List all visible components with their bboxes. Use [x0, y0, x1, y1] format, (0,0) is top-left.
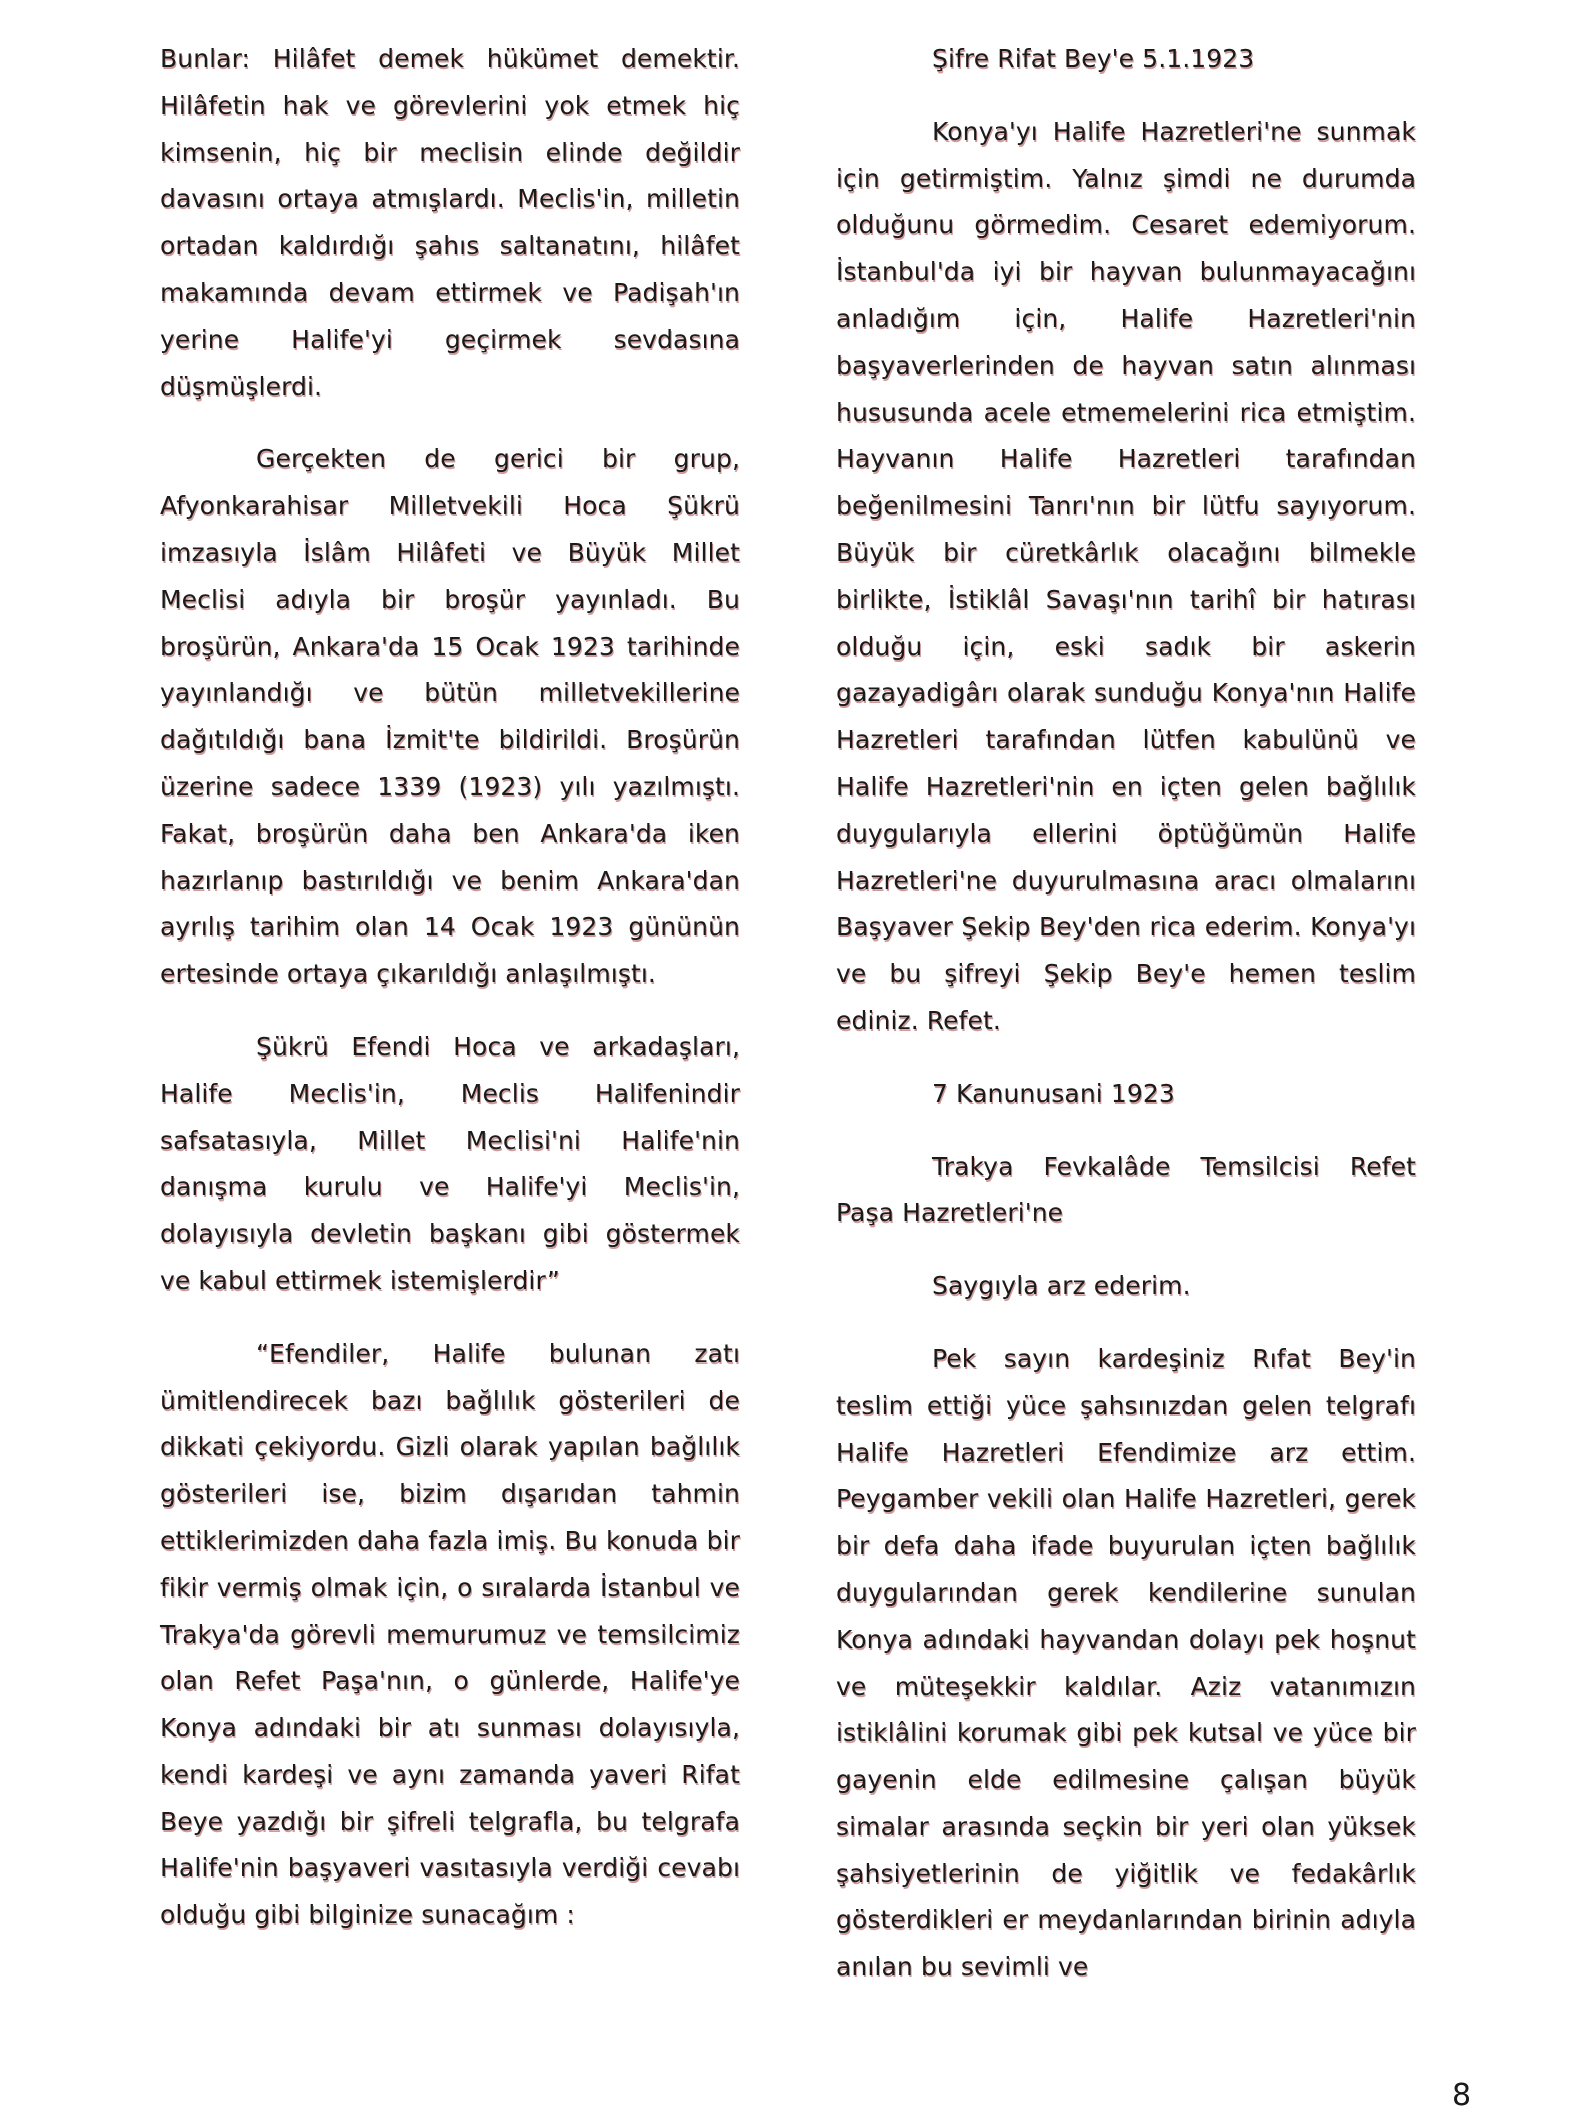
paragraph-heading: Şifre Rifat Bey'e 5.1.1923 — [932, 44, 1255, 73]
paragraph: Şükrü Efendi Hoca ve arkadaşları, Halife Meclis'in, Meclis Halifenindir safsatasıyla, Millet Meclisi'ni Halife'nin danışma kurulu ve Halife'yi Meclis'in, dolayısıyla devletin başkanı gibi göstermek ve kabul ettirmek istemişlerdir” — [160, 1031, 740, 1295]
paragraph-date: 7 Kanunusani 1923 — [932, 1078, 1175, 1108]
page-number: 8 — [1452, 2078, 1472, 2113]
paragraph: Gerçekten de gerici bir grup, Afyonkarahisar Milletvekili Hoca Şükrü imzasıyla İslâm Hilâfeti ve Büyük Millet Meclisi adıyla bir broşür yayınladı. Bu broşürün, Ankara'da 15 Ocak 1923 tarihinde yayınlandığı ve bütün milletvekillerine dağıtıldığı bana İzmit'te bildirildi. Broşürün üzerine sadece 1339 (1923) yılı yazılmıştı. Fakat, broşürün daha ben Ankara'da iken hazırlanıp bastırıldığı ve benim Ankara'dan ayrılış tarihim olan 14 Ocak 1923 gününün ertesinde ortaya çıkarıldığı anlaşılmıştı. — [160, 444, 740, 989]
paragraph: Konya'yı Halife Hazretleri'ne sunmak için getirmiştim. Yalnız şimdi ne durumda olduğunu görmedim. Cesaret edemiyorum. İstanbul'da iyi bir hayvan bulunmayacağını anladığım için, Halife Hazretleri'nin başyaverlerinden de hayvan satın alınması hususunda acele etmemelerini rica etmiştim. Hayvanın Halife Hazretleri tarafından beğenilmesini Tanrı'nın bir lütfu sayıyorum. Büyük bir cüretkârlık olacağını bilmekle birlikte, İstiklâl Savaşı'nın tarihî bir hatırası olduğu için, eski sadık bir askerin gazayadigârı olarak sunduğu Konya'nın Halife Hazretleri tarafından lütfen kabulünü ve Halife Hazretleri'nin en içten gelen bağlılık duygularıyla ellerini öptüğümün Halife Hazretleri'ne duyurulmasına aracı olmalarını Başyaver Şekip Bey'den rica ederim. Konya'yı ve bu şifreyi Şekip Bey'e hemen teslim ediniz. Refet. — [836, 116, 1416, 1035]
right-column — [836, 36, 1416, 2017]
paragraph: Pek sayın kardeşiniz Rıfat Bey'in teslim ettiği yüce şahsınızdan gelen telgrafı Halife Hazretleri Efendimize arz ettim. Peygamber vekili olan Halife Hazretleri, gerek bir defa daha ifade buyurulan içten bağlılık duygularından gerek kendilerine sunulan Konya adındaki hayvandan dolayı pek hoşnut ve müteşekkir kaldılar. Aziz vatanımızın istiklâlini korumak gibi pek kutsal ve yüce bir gayenin elde edilmesine çalışan büyük simalar arasında seçkin bir yeri olan yüksek şahsiyetlerinin de yiğitlik ve fedakârlık gösterdikleri er meydanlarından birinin adıyla anılan bu sevimli ve — [836, 1343, 1416, 1982]
paragraph-address: Trakya Fevkalâde Temsilcisi Refet Paşa Hazretleri'ne — [836, 1151, 1416, 1228]
paragraph: “Efendiler, Halife bulunan zatı ümitlendirecek bazı bağlılık gösterileri de dikkati çekiyordu. Gizli olarak yapılan bağlılık gösterileri ise, bizim dışarıdan tahmin ettiklerimizden daha fazla imiş. Bu konuda bir fikir vermiş olmak için, o sıralarda İstanbul ve Trakya'da görevli memurumuz ve temsilcimiz olan Refet Paşa'nın, o günlerde, Halife'ye Konya adındaki bir atı sunması dolayısıyla, kendi kardeşi ve aynı zamanda yaveri Rifat Beye yazdığı bir şifreli telgrafla, bu telgrafa Halife'nin başyaveri vasıtasıyla verdiği cevabı olduğu gibi bilginize sunacağım : — [160, 1338, 740, 1930]
paragraph-salutation: Saygıyla arz ederim. — [932, 1271, 1191, 1301]
paragraph: Bunlar: Hilâfet demek hükümet demektir. Hilâfetin hak ve görevlerini yok etmek hiç kimsenin, hiç bir meclisin elinde değildir davasını ortaya atmışlardı. Meclis'in, milletin ortadan kaldırdığı şahıs saltanatını, hilâfet makamında devam ettirmek ve Padişah'ın yerine Halife'yi geçirmek sevdasına düşmüşlerdi. — [160, 44, 740, 401]
left-column — [160, 36, 740, 1965]
